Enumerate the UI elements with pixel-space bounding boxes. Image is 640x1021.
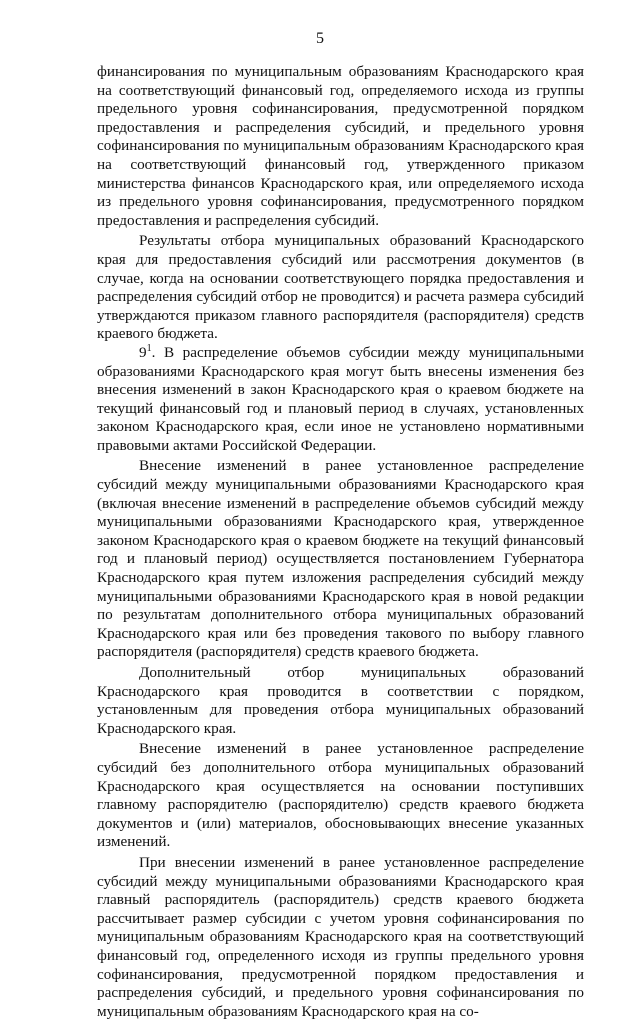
paragraph-clause-9-1: [97, 344, 584, 456]
paragraph-selection-results: Результаты отбора муниципальных образований Краснодарского края для предоставления субсидий или рассмотрения документов (в случае, когда на основании соответствующего порядка предоставления и распределения субсидий отбор не проводится) и расчета размера субсидий утверждаются приказом главного распорядителя (распорядителя) средств краевого бюджета.: [97, 232, 584, 343]
paragraph-amendment-without-selection: Внесение изменений в ранее установленное распределение субсидий без дополнительного отбора муниципальных образований Краснодарского края осуществляется на основании поступивших главному распорядителю (распорядителю) средств краевого бюджета документов и (или) материалов, обосновывающих внесение указанных изменений.: [97, 740, 584, 851]
paragraph-subsidy-recalculation: При внесении изменений в ранее установленное распределение субсидий между муниципальными образованиями Краснодарского края главный распорядитель (распорядитель) средств краевого бюджета рассчитывает размер субсидии с учетом уровня софинансирования по муниципальным образованиям Краснодарского края на соответствующий финансовый год, определенного исходя из группы предельного уровня софинансирования, предусмотренной порядком предоставления и распределения субсидий, и предельного уровня софинансирования по муниципальным образованиям Краснодарского края на со-: [97, 853, 584, 1020]
page-number: 5: [316, 30, 324, 47]
paragraph-additional-selection: Дополнительный отбор муниципальных образований Краснодарского края проводится в соответствии с порядком, установленным для проведения отбора муниципальных образований Краснодарского края.: [97, 664, 584, 737]
document-body: [97, 63, 584, 1021]
paragraph-amendment-procedure: Внесение изменений в ранее установленное распределение субсидий между муниципальными образованиями Краснодарского края (включая внесение изменений в распределение объемов субсидий между муниципальными образованиями Краснодарского края, утвержденное законом Краснодарского края о краевом бюджете на текущий финансовый год и плановый период) осуществляется постановлением Губернатора Краснодарского края путем изложения распределения субсидий между муниципальными образованиями Краснодарского края в новой редакции по результатам дополнительного отбора муниципальных образований Краснодарского края или без проведения такового по выбору главного распорядителя (распорядителя) средств краевого бюджета.: [97, 457, 584, 661]
paragraph-continuation: финансирования по муниципальным образованиям Краснодарского края на соответствующий финансовый год, определяемого исхода из группы предельного уровня софинансирования, предусмотренной порядком предоставления и распределения субсидий, и предельного уровня софинансирования по муниципальным образованиям Краснодарского края на соответствующий финансовый год, утвержденного приказом министерства финансов Краснодарского края, или определяемого исхода из предельного уровня софинансирования, предусмотренного порядком предоставления и распределения субсидий.: [97, 63, 584, 229]
clause-text: . В распределение объемов субсидии между муниципальными образованиями Краснодарского края могут быть внесены изменения без внесения изменений в закон Краснодарского края о краевом бюджете на текущий финансовый год и плановый период в случаях, установленных законом Краснодарского края, если иное не установлено нормативными правовыми актами Российской Федерации.: [97, 343, 584, 454]
clause-superscript: 1: [146, 342, 152, 354]
clause-number: 9: [139, 343, 147, 361]
